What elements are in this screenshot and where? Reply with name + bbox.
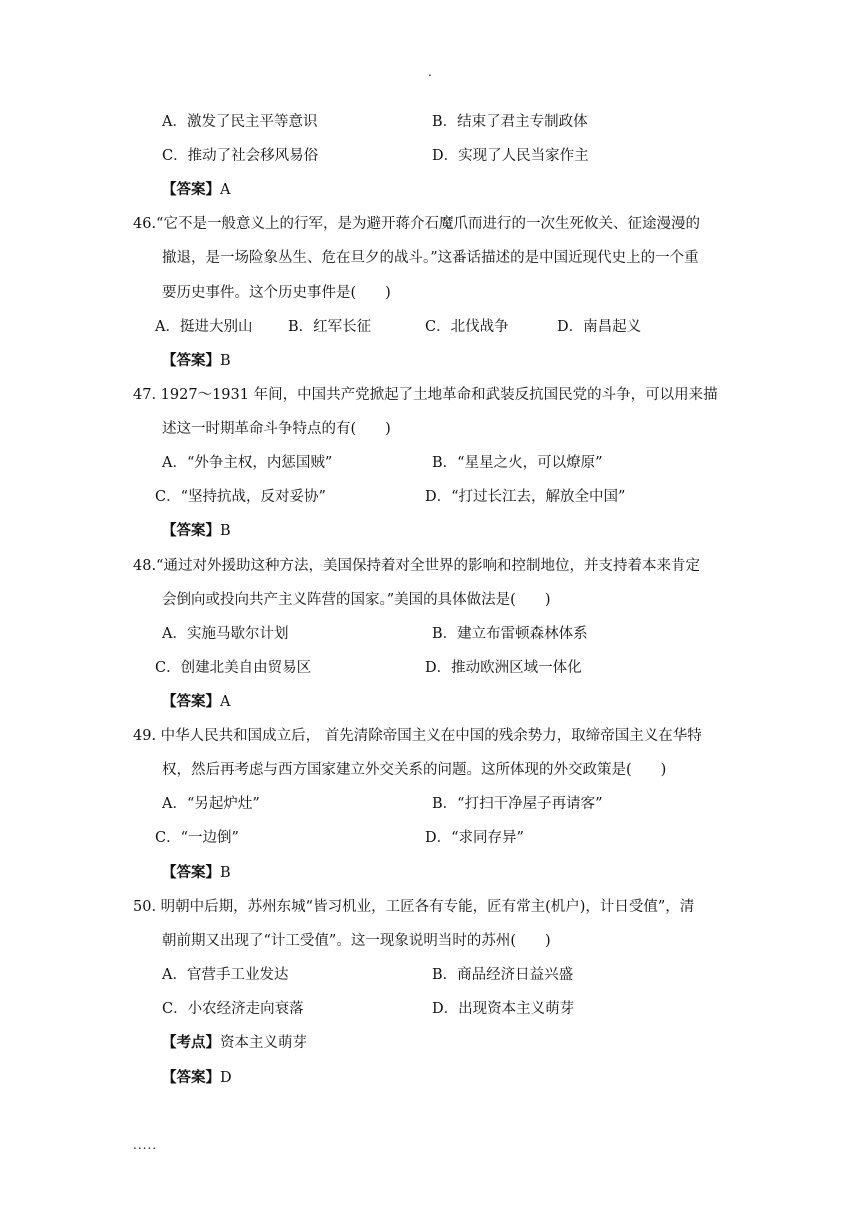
q50-answer — [162, 1068, 232, 1088]
answer-label: 【答案】 — [162, 693, 220, 710]
q46-option-d: D．南昌起义 — [557, 319, 642, 335]
answer-label: 【答案】 — [162, 522, 220, 539]
q47-option-b: B．“星星之火，可以燎原” — [432, 455, 603, 471]
q46-answer — [162, 351, 231, 371]
q45-option-d: D．实现了人民当家作主 — [432, 148, 589, 164]
q47-option-d: D．“打过长江去，解放全中国” — [425, 489, 626, 505]
q48-option-b: B．建立布雷顿森林体系 — [432, 626, 588, 642]
q49-stem-line-2: 权，然后再考虑与西方国家建立外交关系的问题。这所体现的外交政策是( ) — [162, 762, 667, 778]
q50-stem-line-1: 50. 明朝中后期，苏州东城“皆习机业，工匠各有专能，匠有常主(机户)，计日受值”，清 — [133, 899, 695, 915]
q50-stem-line-2: 朝前期又出现了“计工受值”。这一现象说明当时的苏州( ) — [162, 933, 551, 949]
q46-option-a: A．挺进大别山 — [155, 319, 253, 335]
q50-option-d: D．出现资本主义萌芽 — [432, 1001, 575, 1017]
q47-stem-line-2: 述这一时期革命斗争特点的有( ) — [162, 421, 391, 437]
answer-value: B — [220, 523, 231, 539]
answer-label: 【答案】 — [162, 1069, 220, 1086]
answer-value: D — [220, 1070, 232, 1086]
q49-option-d: D．“求同存异” — [425, 830, 524, 846]
q46-stem-line-2: 撤退，是一场险象丛生、危在旦夕的战斗。”这番话描述的是中国近现代史上的一个重 — [162, 250, 699, 266]
answer-label: 【答案】 — [162, 352, 220, 369]
q47-answer — [162, 521, 231, 541]
q49-option-c: C．“一边倒” — [155, 830, 239, 846]
q46-option-c: C．北伐战争 — [425, 319, 509, 335]
q48-stem-line-1: 48.“通过对外援助这种方法，美国保持着对全世界的影响和控制地位，并支持着本来肯定 — [133, 558, 700, 574]
answer-value: A — [220, 694, 231, 710]
q49-option-b: B．“打扫干净屋子再请客” — [432, 796, 603, 812]
answer-label: 【答案】 — [162, 181, 220, 198]
q46-stem-line-3: 要历史事件。这个历史事件是( ) — [162, 285, 391, 301]
page-footer-dots: ..... — [133, 1138, 158, 1152]
q47-option-c: C．“坚持抗战，反对妥协” — [155, 489, 326, 505]
q48-option-c: C．创建北美自由贸易区 — [155, 660, 312, 676]
q48-option-a: A．实施马歇尔计划 — [162, 626, 289, 642]
q48-stem-line-2: 会倒向或投向共产主义阵营的国家。”美国的具体做法是( ) — [162, 592, 551, 608]
answer-value: B — [220, 353, 231, 369]
q45-answer — [162, 180, 230, 200]
q45-option-c: C．推动了社会移风易俗 — [162, 148, 319, 164]
q48-option-d: D．推动欧洲区域一体化 — [425, 660, 582, 676]
q46-option-b: B．红军长征 — [288, 319, 372, 335]
q49-answer — [162, 863, 231, 883]
q49-stem-line-1: 49. 中华人民共和国成立后， 首先清除帝国主义在中国的残余势力，取缔帝国主义在华特 — [133, 728, 702, 744]
answer-value: A — [220, 182, 231, 198]
q50-option-c: C．小农经济走向衰落 — [162, 1001, 304, 1017]
q50-option-b: B．商品经济日益兴盛 — [432, 967, 574, 983]
answer-value: B — [220, 865, 231, 881]
answer-label: 【答案】 — [162, 864, 220, 881]
q48-answer — [162, 692, 230, 712]
q47-option-a: A．“外争主权，内惩国贼” — [162, 455, 333, 471]
topic-value: 资本主义萌芽 — [220, 1035, 307, 1051]
page-header-dot: . — [428, 65, 432, 79]
q50-option-a: A．官营手工业发达 — [162, 967, 289, 983]
topic-label: 【考点】 — [162, 1034, 220, 1051]
q45-option-b: B．结束了君主专制政体 — [432, 114, 588, 130]
q50-topic — [162, 1033, 307, 1053]
q45-option-a: A．激发了民主平等意识 — [162, 114, 318, 130]
q46-stem-line-1: 46.“它不是一般意义上的行军，是为避开蒋介石魔爪而进行的一次生死攸关、征途漫漫的 — [133, 216, 700, 232]
q49-option-a: A．“另起炉灶” — [162, 796, 260, 812]
q47-stem-line-1: 47. 1927～1931 年间，中国共产党掀起了土地革命和武装反抗国民党的斗争，可以用来描 — [133, 387, 718, 403]
